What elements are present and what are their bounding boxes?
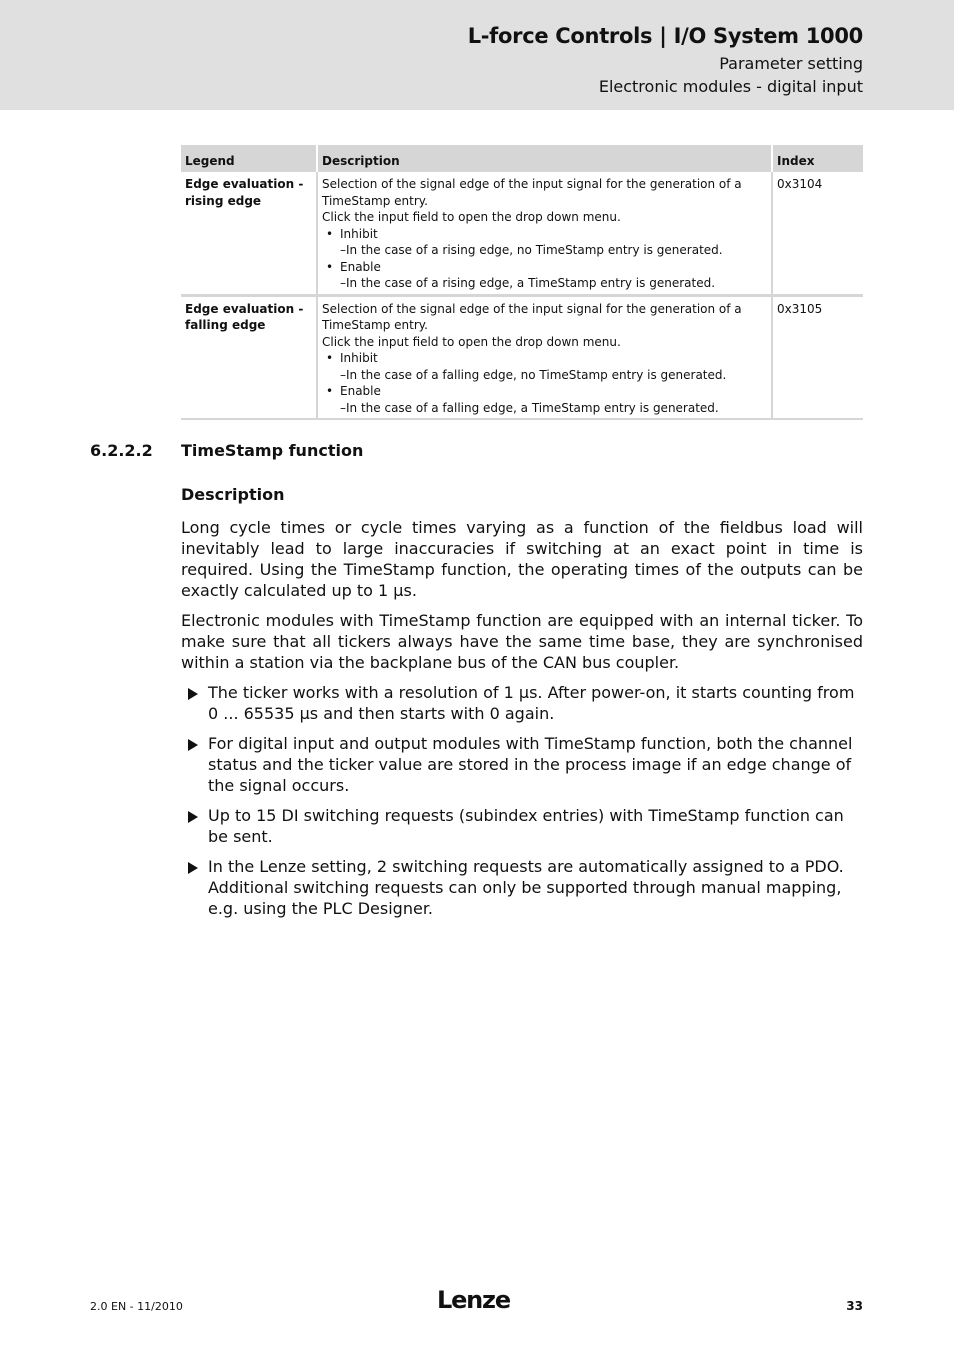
triangle-right-icon [188, 739, 198, 751]
paragraph: Electronic modules with TimeStamp function are equipped with an internal ticker. To make sure that all tickers always have the same time base, they are synchronised within a station via the backplane bus of the CAN bus coupler. [181, 611, 863, 672]
index-cell: 0x3105 [772, 295, 863, 419]
legend-cell: Edge evaluation - rising edge [181, 172, 317, 295]
triangle-right-icon [188, 688, 198, 700]
triangle-right-icon [188, 862, 198, 874]
document-version: 2.0 EN - 11/2010 [90, 1300, 183, 1313]
list-subitem: –In the case of a rising edge, no TimeStamp entry is generated. [340, 243, 723, 257]
description-heading: Description [181, 485, 285, 504]
dash-icon: – [340, 243, 346, 257]
list-item: For digital input and output modules with TimeStamp function, both the channel status and the ticker value are stored in the process image if an edge change of the signal occurs. [181, 733, 863, 796]
page-number: 33 [846, 1299, 863, 1313]
bullet-dot-icon: • [326, 226, 334, 241]
list-item: • Enable [326, 384, 381, 398]
bullet-dot-icon: • [326, 351, 334, 365]
triangle-right-icon [188, 811, 198, 823]
bullet-dot-icon: • [326, 259, 334, 274]
paragraph: Long cycle times or cycle times varying as a function of the fieldbus load will inevitably lead to large inaccuracies if switching at an exact point in time is required. Using the TimeStamp function, the operating times of the outputs can be exactly calculated up to 1 µs. [181, 518, 863, 600]
parameter-table [181, 145, 863, 420]
column-header-legend: Legend [181, 145, 317, 172]
column-header-description: Description [317, 145, 772, 172]
list-item: • Inhibit [326, 226, 378, 241]
description-cell: Selection of the signal edge of the input signal for the generation of a TimeStamp entry. Click the input field to open the drop down menu. • Inhibit –In the case of a rising edge, no TimeStamp entry is generated. • Enable –In the case of a rising edge, a TimeStamp entry is generated. [317, 172, 772, 295]
chapter-title: Parameter setting [719, 54, 863, 73]
list-subitem: –In the case of a falling edge, no TimeStamp entry is generated. [340, 367, 727, 382]
dash-icon: – [340, 400, 346, 415]
list-item: The ticker works with a resolution of 1 µs. After power-on, it starts counting from 0 ... 65535 µs and then starts with 0 again. [181, 682, 863, 724]
dash-icon: – [340, 276, 346, 290]
list-item: • Inhibit [326, 351, 378, 365]
dash-icon: – [340, 367, 346, 382]
section-title: TimeStamp function [181, 441, 364, 460]
bullet-dot-icon: • [326, 384, 334, 398]
section-number: 6.2.2.2 [90, 441, 153, 460]
list-item: Up to 15 DI switching requests (subindex entries) with TimeStamp function can be sent. [181, 805, 863, 847]
bullet-list [181, 682, 863, 928]
list-item: In the Lenze setting, 2 switching requests are automatically assigned to a PDO. Additional switching requests can only be supported through manual mapping, e.g. using the PLC Designer. [181, 856, 863, 919]
lenze-logo: Lenze [437, 1286, 510, 1314]
table-row [181, 295, 863, 419]
list-item: • Enable [326, 259, 381, 274]
description-cell: Selection of the signal edge of the input signal for the generation of a TimeStamp entry. Click the input field to open the drop down menu. • Inhibit –In the case of a falling edge, no TimeStamp entry is generated. • Enable –In the case of a falling edge, a TimeStamp entry is generated. [317, 295, 772, 419]
column-header-index: Index [772, 145, 863, 172]
section-subtitle: Electronic modules - digital input [598, 77, 863, 96]
legend-cell: Edge evaluation - falling edge [181, 295, 317, 419]
table-header-row [181, 145, 863, 172]
list-subitem: –In the case of a rising edge, a TimeStamp entry is generated. [340, 276, 716, 290]
table-row [181, 172, 863, 295]
index-cell: 0x3104 [772, 172, 863, 295]
list-subitem: –In the case of a falling edge, a TimeStamp entry is generated. [340, 400, 719, 415]
page-header [0, 0, 954, 110]
document-title: L-force Controls | I/O System 1000 [467, 24, 863, 48]
